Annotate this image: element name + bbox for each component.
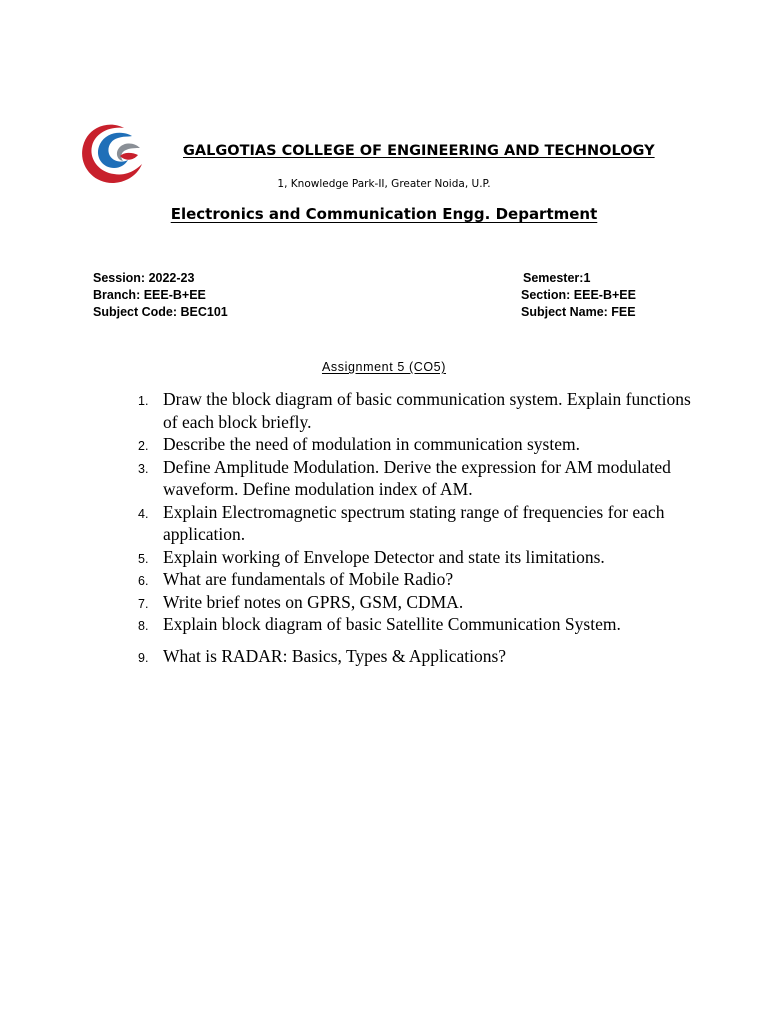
department-title: Electronics and Communication Engg. Department: [170, 205, 598, 223]
meta-row-session: [93, 271, 653, 287]
question-number: 2.: [138, 439, 149, 453]
question-text: Explain block diagram of basic Satellite Communication System.: [163, 614, 621, 634]
question-number: 4.: [138, 506, 149, 521]
question-item: [138, 645, 698, 668]
question-text: What are fundamentals of Mobile Radio?: [163, 569, 454, 589]
question-text: Explain working of Envelope Detector and state its limitations.: [163, 546, 605, 567]
question-item: [138, 456, 698, 501]
college-address: 1, Knowledge Park-II, Greater Noida, U.P.: [277, 178, 491, 190]
college-name: GALGOTIAS COLLEGE OF ENGINEERING AND TECHNOLOGY: [183, 143, 655, 159]
question-text: What is RADAR: Basics, Types & Applications?: [163, 645, 507, 666]
question-number: 5.: [138, 551, 149, 566]
question-text: Draw the block diagram of basic communication system. Explain functions of each block briefly.: [163, 389, 691, 432]
question-number: 3.: [138, 461, 149, 476]
semester-label: Semester:1: [523, 271, 591, 285]
question-number: 6.: [138, 574, 149, 588]
question-text: Explain Electromagnetic spectrum stating range of frequencies for each application.: [163, 501, 665, 544]
meta-row-branch: [93, 288, 653, 304]
question-item: [138, 546, 698, 569]
question-item: [138, 388, 698, 433]
question-text: Write brief notes on GPRS, GSM, CDMA.: [163, 591, 464, 612]
question-item: [138, 591, 698, 614]
question-item: [138, 501, 698, 546]
question-text: Describe the need of modulation in communication system.: [163, 434, 580, 454]
galgotias-logo-icon: [80, 122, 146, 184]
session-label: Session: 2022-23: [93, 271, 195, 285]
branch-label: Branch: EEE-B+EE: [93, 288, 206, 302]
question-text: Define Amplitude Modulation. Derive the expression for AM modulated waveform. Define modulation index of AM.: [163, 456, 671, 499]
subject-name-label: Subject Name: FEE: [521, 305, 636, 319]
assignment-title: Assignment 5 (CO5): [321, 360, 447, 374]
question-item: [138, 613, 698, 636]
question-item: [138, 433, 698, 456]
question-list: [138, 388, 698, 667]
section-label: Section: EEE-B+EE: [521, 288, 636, 302]
question-number: 9.: [138, 650, 149, 665]
question-number: 8.: [138, 619, 149, 633]
subject-code-label: Subject Code: BEC101: [93, 305, 228, 319]
question-number: 1.: [138, 394, 149, 408]
question-number: 7.: [138, 596, 149, 611]
meta-row-subject: [93, 305, 653, 321]
question-item: [138, 568, 698, 591]
